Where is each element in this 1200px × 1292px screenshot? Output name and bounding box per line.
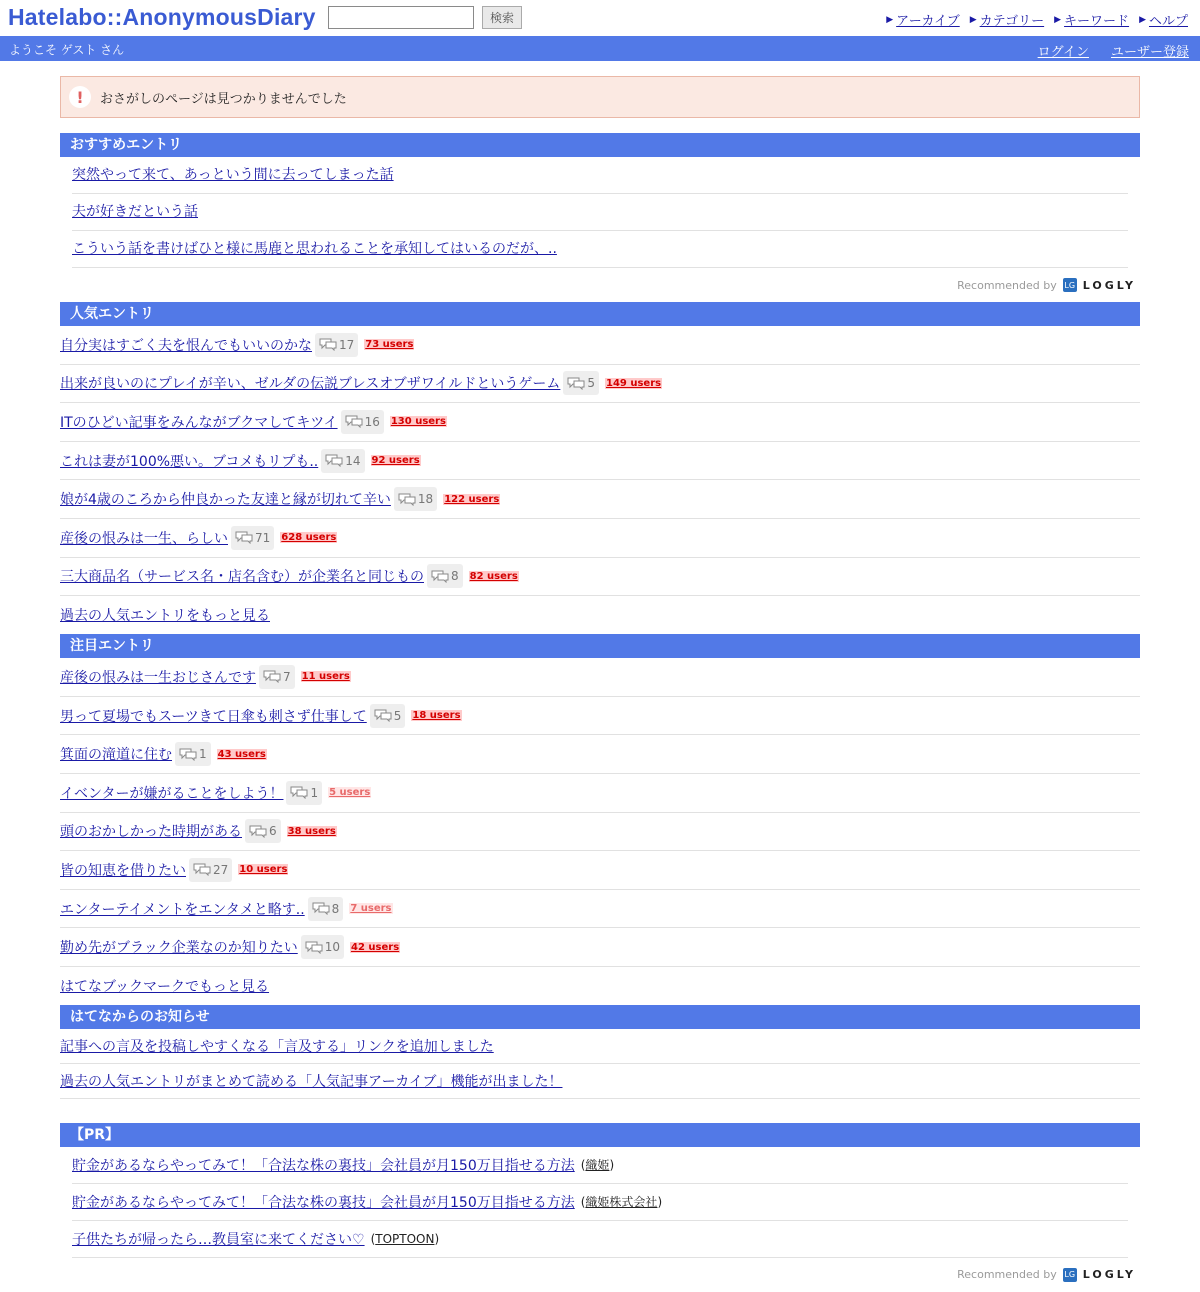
comment-icon (249, 825, 269, 838)
recommended-link[interactable]: 突然やって来て、あっという間に去ってしまった話 (72, 167, 394, 183)
entry-row (60, 558, 1140, 597)
logly-wordmark[interactable]: LOGLY (1082, 278, 1136, 292)
login-link[interactable]: ログイン (1037, 45, 1089, 60)
bookmark-users-badge[interactable]: 5 users (329, 787, 371, 799)
entry-row (60, 697, 1140, 736)
entry-link[interactable]: これは妻が100%悪い。ブコメもリプも.. (60, 453, 319, 470)
entry-link[interactable]: エンターテイメントをエンタメと略す.. (60, 901, 305, 918)
comment-icon (567, 377, 587, 390)
entry-link[interactable]: 皆の知恵を借りたい (60, 862, 186, 879)
comment-icon (374, 709, 394, 722)
comment-icon (179, 748, 199, 761)
pr-link[interactable]: 貯金があるならやってみて！「合法な株の裏技」会社員が月150万目指せる方法 (72, 1157, 575, 1174)
entry-row (60, 519, 1140, 558)
hot-header: 注目エントリ (60, 634, 1140, 658)
comment-count: 17 (339, 337, 355, 352)
popular-more-link[interactable]: 過去の人気エントリをもっと見る (60, 608, 270, 625)
comment-count-badge[interactable] (563, 371, 599, 395)
comment-icon (305, 941, 325, 954)
comment-count-badge[interactable] (308, 897, 344, 921)
comment-count: 5 (587, 376, 595, 391)
arrow-right-icon: ▶ (886, 14, 894, 25)
hot-more (60, 967, 1140, 1005)
comment-count-badge[interactable] (341, 410, 384, 434)
welcome-bar (0, 36, 1200, 61)
account-actions (1038, 41, 1189, 60)
comment-count: 7 (283, 669, 291, 684)
comment-count-badge[interactable] (259, 665, 295, 689)
archive-link[interactable]: アーカイブ (896, 14, 960, 29)
advertiser-link[interactable]: 織姫株式会社 (585, 1195, 658, 1210)
entry-link[interactable]: 男って夏場でもスーツきて日傘も刺さず仕事して (60, 708, 367, 725)
advertiser-link[interactable]: TOPTOON (375, 1231, 435, 1246)
recommended-by-text: Recommended by (957, 1268, 1057, 1282)
comment-count: 10 (324, 940, 341, 955)
top-nav (886, 10, 1188, 29)
entry-row (60, 326, 1140, 365)
search-button[interactable]: 検索 (482, 6, 522, 29)
entry-row (60, 442, 1140, 481)
arrow-right-icon: ▶ (969, 14, 977, 25)
entry-row (60, 813, 1140, 852)
not-found-notice (60, 76, 1140, 118)
greeting-text: ようこそ ゲスト さん (9, 43, 125, 57)
list-item (72, 194, 1128, 231)
comment-icon (325, 454, 345, 467)
comment-count: 5 (393, 708, 402, 723)
comment-count: 16 (364, 414, 380, 429)
bookmark-users-badge[interactable]: 43 users (217, 748, 266, 760)
entry-row (60, 403, 1140, 442)
advertiser-link[interactable]: 織姫 (585, 1158, 610, 1173)
popular-header: 人気エントリ (60, 302, 1140, 326)
pr-link[interactable]: 貯金があるならやってみて！「合法な株の裏技」会社員が月150万目指せる方法 (72, 1194, 575, 1211)
comment-count-badge[interactable] (394, 487, 437, 511)
notice-text: おさがしのページは見つかりませんでした (100, 91, 347, 107)
pr-advertiser: (TOPTOON) (370, 1231, 440, 1246)
list-item (72, 1221, 1128, 1258)
logly-wordmark[interactable]: LOGLY (1082, 1268, 1136, 1282)
info-link[interactable]: 過去の人気エントリがまとめて読める「人気記事アーカイブ」機能が出ました！ (60, 1073, 563, 1090)
comment-count: 8 (331, 901, 340, 916)
arrow-right-icon: ▶ (1139, 14, 1146, 25)
entry-row (60, 658, 1140, 697)
entry-row (60, 774, 1140, 813)
register-link[interactable]: ユーザー登録 (1110, 45, 1189, 60)
entry-link[interactable]: 産後の恨みは一生、らしい (60, 530, 228, 547)
comment-count: 8 (451, 569, 459, 584)
category-link[interactable]: カテゴリー (979, 14, 1045, 29)
bookmark-users-badge[interactable]: 11 users (301, 671, 350, 683)
help-link[interactable]: ヘルプ (1148, 14, 1188, 29)
bookmark-users-badge[interactable]: 82 users (469, 570, 518, 582)
entry-link[interactable]: 箕面の滝道に住む (60, 747, 172, 764)
logly-logo-icon: LG (1063, 278, 1077, 292)
comment-icon (431, 570, 451, 583)
list-item (72, 1147, 1128, 1184)
recommended-by-text: Recommended by (957, 278, 1057, 292)
entry-link[interactable]: 勤め先がブラック企業なのか知りたい (60, 940, 298, 957)
list-item (60, 1064, 1140, 1099)
recommended-list (72, 157, 1128, 268)
entry-link[interactable]: 三大商品名（サービス名・店名含む）が企業名と同じもの (60, 569, 424, 586)
comment-count-badge[interactable] (231, 526, 274, 550)
comment-count-badge[interactable] (189, 858, 232, 882)
entry-row (60, 735, 1140, 774)
entry-row (60, 890, 1140, 929)
bookmark-users-badge[interactable]: 10 users (239, 864, 288, 876)
entry-row (60, 851, 1140, 890)
list-item (72, 1184, 1128, 1221)
comment-count-badge[interactable] (301, 935, 344, 959)
arrow-right-icon: ▶ (1054, 14, 1062, 25)
comment-count: 1 (199, 747, 207, 762)
bookmark-users-badge[interactable]: 73 users (365, 339, 414, 351)
bookmark-users-badge[interactable]: 92 users (371, 455, 420, 467)
entry-link[interactable]: 産後の恨みは一生おじさんです (60, 669, 256, 686)
bookmark-users-badge[interactable]: 7 users (350, 903, 392, 915)
entry-link[interactable]: 出来が良いのにプレイが辛い、ゼルダの伝説ブレスオブザワイルドというゲーム (60, 376, 561, 393)
pr-advertiser: (織姫) (580, 1158, 615, 1173)
comment-icon (312, 902, 332, 915)
pr-link[interactable]: 子供たちが帰ったら…教員室に来てください♡ (72, 1231, 365, 1248)
logly-credit (60, 1258, 1140, 1292)
comment-count-badge[interactable] (315, 333, 358, 357)
entry-link[interactable]: 娘が4歳のころから仲良かった友達と縁が切れて辛い (60, 492, 391, 509)
comment-count: 1 (310, 785, 319, 800)
comment-count-badge[interactable] (245, 819, 281, 843)
comment-icon (193, 863, 213, 876)
list-item (60, 1029, 1140, 1064)
bookmark-users-badge[interactable]: 38 users (287, 825, 336, 837)
entry-link[interactable]: ITのひどい記事をみんながブクマしてキツイ (60, 414, 338, 431)
recommended-link[interactable]: 夫が好きだという話 (72, 204, 198, 220)
top-bar (0, 0, 1200, 36)
main-content (60, 76, 1140, 1292)
comment-count: 71 (255, 530, 271, 545)
hot-list (60, 658, 1140, 967)
recommended-link[interactable]: こういう話を書けばひと様に馬鹿と思われることを承知してはいるのだが、.. (72, 241, 557, 257)
comment-count: 27 (213, 862, 229, 877)
entry-row (60, 480, 1140, 519)
entry-row (60, 928, 1140, 967)
comment-count-badge[interactable] (321, 449, 364, 473)
list-item (72, 157, 1128, 194)
pr-header: 【PR】 (60, 1123, 1140, 1147)
info-header: はてなからのお知らせ (60, 1005, 1140, 1029)
comment-count-badge[interactable] (175, 742, 211, 766)
comment-count-badge[interactable] (427, 564, 463, 588)
search-input[interactable] (328, 6, 474, 29)
keyword-link[interactable]: キーワード (1064, 14, 1130, 29)
comment-count: 14 (345, 453, 361, 468)
entry-row (60, 365, 1140, 404)
entry-link[interactable]: イベンターが嫌がることをしよう！ (60, 785, 284, 802)
entry-link[interactable]: 頭のおかしかった時期がある (60, 824, 242, 841)
comment-count: 18 (417, 492, 434, 507)
logly-credit (60, 268, 1140, 302)
comment-icon (290, 786, 310, 799)
comment-icon (398, 493, 418, 506)
comment-count-badge[interactable] (370, 704, 406, 728)
popular-list (60, 326, 1140, 596)
list-item (72, 231, 1128, 268)
comment-icon (319, 338, 339, 351)
comment-count: 6 (269, 824, 277, 839)
pr-advertiser: (織姫株式会社) (580, 1195, 663, 1210)
comment-count-badge[interactable] (286, 781, 322, 805)
site-logo[interactable]: Hatelabo::AnonymousDiary (8, 4, 316, 30)
bookmark-users-badge[interactable]: 149 users (606, 377, 662, 389)
comment-icon (263, 670, 283, 683)
popular-more (60, 596, 1140, 634)
entry-link[interactable]: 自分実はすごく夫を恨んでもいいのかな (60, 337, 312, 354)
comment-icon (345, 415, 365, 428)
bookmark-users-badge[interactable]: 628 users (281, 532, 337, 544)
bookmark-users-badge[interactable]: 18 users (412, 710, 461, 722)
alert-icon: ! (69, 86, 91, 108)
bookmark-users-badge[interactable]: 130 users (390, 416, 446, 428)
logly-logo-icon: LG (1063, 1268, 1077, 1282)
bookmark-users-badge[interactable]: 42 users (351, 941, 400, 953)
bookmark-users-badge[interactable]: 122 users (444, 493, 500, 505)
info-link[interactable]: 記事への言及を投稿しやすくなる「言及する」リンクを追加しました (60, 1038, 494, 1055)
hot-more-link[interactable]: はてなブックマークでもっと見る (60, 978, 270, 995)
comment-icon (235, 531, 255, 544)
recommended-header: おすすめエントリ (60, 133, 1140, 157)
